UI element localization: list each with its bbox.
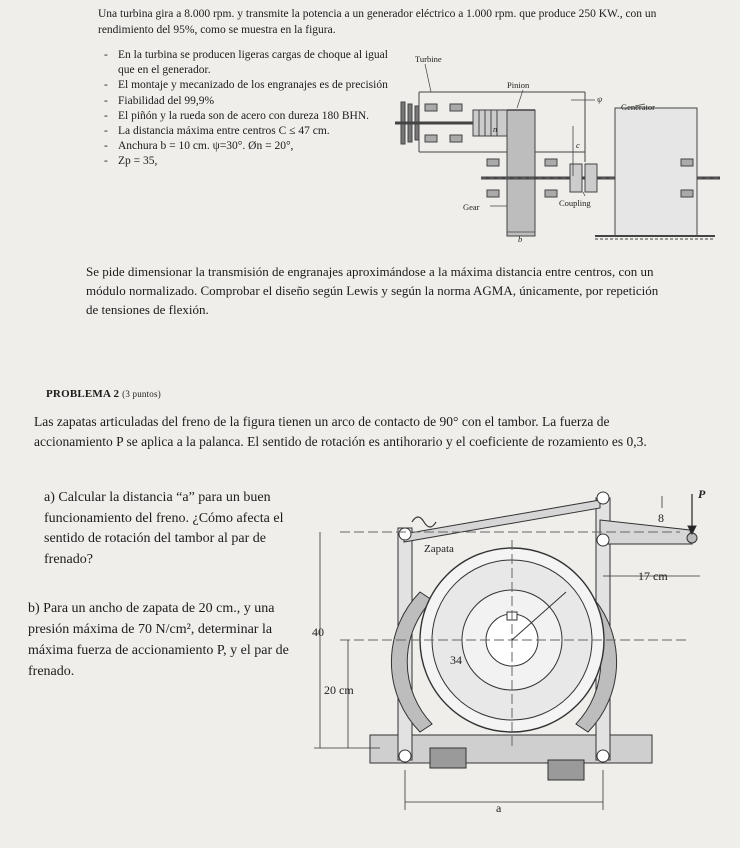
label-zapata: Zapata — [424, 543, 454, 555]
label-8: 8 — [658, 511, 664, 525]
spec-item: - Fiabilidad del 99,9% — [104, 94, 394, 109]
brake-diagram — [300, 480, 720, 830]
question-a — [44, 488, 294, 570]
label-n: n — [493, 124, 498, 134]
label-psi: ψ — [597, 94, 603, 104]
problem2-intro: Las zapatas articuladas del freno de la figura tienen un arco de contacto de 90° con el tambor. La fuerza de accionamiento P se aplica a la palanca. El sentido de rotación es antihorario y el coeficiente de rozamiento es 0,3. — [34, 414, 647, 449]
label-p: P — [698, 487, 706, 501]
question-b — [28, 598, 308, 682]
question-a-text: a) Calcular la distancia “a” para un buen funcionamiento del freno. ¿Cómo afecta el sentido de rotación del tambor al par de frenado? — [44, 490, 284, 567]
spec-item: - Zp = 35, — [104, 154, 394, 169]
spec-item: - Anchura b = 10 cm. ψ=30°. Øn = 20°, — [104, 139, 394, 154]
spec-item: - El montaje y mecanizado de los engranajes es de precisión — [104, 78, 394, 93]
problem2-title — [46, 388, 161, 400]
problem2-points: (3 puntos) — [122, 389, 161, 399]
label-40: 40 — [312, 625, 324, 639]
problem1-intro-text: Una turbina gira a 8.000 rpm. y transmite la potencia a un generador eléctrico a 1.000 rpm. que produce 250 KW., con un rendimiento del 95%, como se muestra en la figura. — [98, 8, 657, 36]
spec-item: - La distancia máxima entre centros C ≤ 47 cm. — [104, 124, 394, 139]
label-c: c — [576, 140, 580, 150]
problem1-requirement: Se pide dimensionar la transmisión de engranajes aproximándose a la máxima distancia entre centros, con un módulo normalizado. Comprobar el diseño según Lewis y según la norma AGMA, únicamente, por repetición de tensiones de flexión. — [86, 264, 659, 317]
label-coupling: Coupling — [559, 198, 591, 208]
gear-train-diagram — [395, 52, 720, 252]
label-gear: Gear — [463, 202, 480, 212]
label-17cm: 17 cm — [638, 569, 668, 583]
problem2-title-text: PROBLEMA 2 — [46, 388, 120, 400]
label-b: b — [518, 234, 523, 244]
label-pinion: Pinion — [507, 80, 530, 90]
problem1-specs-list — [104, 48, 394, 170]
label-generator: Generator — [621, 102, 655, 112]
label-34: 34 — [450, 653, 462, 667]
label-turbine: Turbine — [415, 54, 442, 64]
problem1-intro — [98, 6, 658, 38]
spec-item: - En la turbina se producen ligeras cargas de choque al igual que en el generador. — [104, 48, 394, 78]
label-a: a — [496, 801, 502, 815]
spec-item: - El piñón y la rueda son de acero con dureza 180 BHN. — [104, 109, 394, 124]
question-b-text: b) Para un ancho de zapata de 20 cm., y una presión máxima de 70 N/cm², determinar la máxima fuerza de accionamiento P, y el par de frenado. — [28, 601, 289, 679]
label-20cm: 20 cm — [324, 683, 354, 697]
